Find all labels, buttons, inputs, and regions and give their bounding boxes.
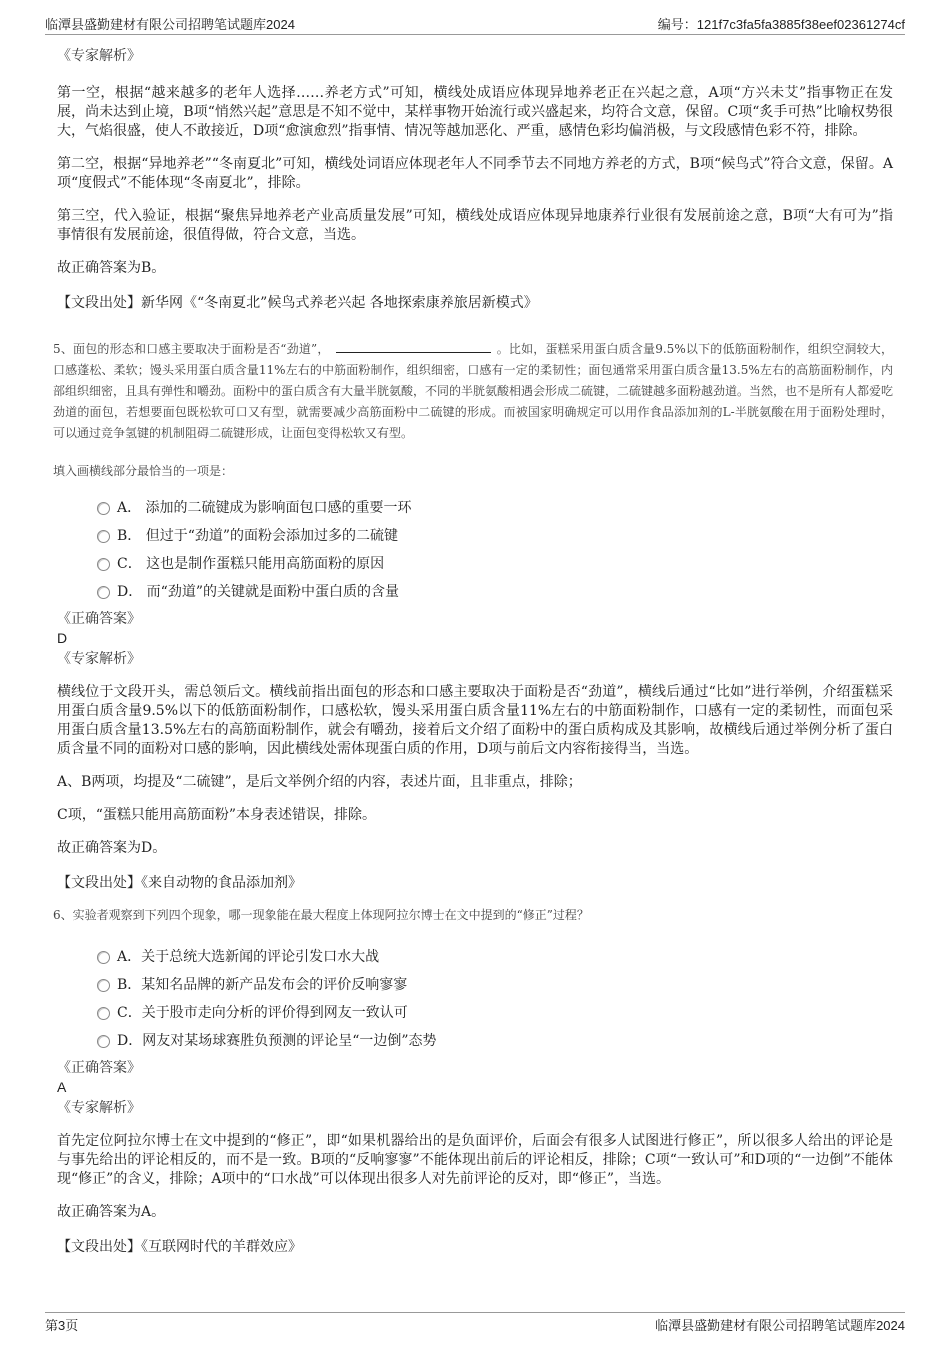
option-list bbox=[97, 497, 893, 609]
expert-analysis-label: 《专家解析》 bbox=[57, 48, 141, 64]
radio-button[interactable] bbox=[97, 558, 110, 571]
option-label: D．网友对某场球赛胜负预测的评论呈“一边倒”态势 bbox=[117, 1033, 437, 1049]
radio-button[interactable] bbox=[97, 502, 110, 515]
header-serial-number: 编号：121f7c3fa5fa3885f38eef02361274cf bbox=[657, 17, 905, 32]
correct-answer-label: 《正确答案》 bbox=[57, 611, 141, 627]
fill-blank-line bbox=[336, 340, 491, 353]
radio-button[interactable] bbox=[97, 586, 110, 599]
passage-source: 【文段出处】《来自动物的食品添加剂》 bbox=[57, 875, 302, 891]
question-prompt: 填入画横线部分最恰当的一项是： bbox=[53, 464, 234, 478]
question-6 bbox=[53, 905, 893, 1257]
question-5 bbox=[53, 339, 894, 893]
page-number: 第3页 bbox=[45, 1318, 79, 1333]
option-d[interactable] bbox=[97, 581, 893, 609]
radio-button[interactable] bbox=[97, 1035, 110, 1048]
radio-button[interactable] bbox=[97, 951, 110, 964]
page-content bbox=[53, 44, 894, 1257]
analysis-paragraph: 第三空，代入验证，根据“聚焦异地养老产业高质量发展”可知，横线处成语应体现异地康养行业很有发展前途之意，B项“大有可为”指事情很有发展前途，很值得做，符合文意，当选。 bbox=[57, 208, 893, 243]
option-label: C．关于股市走向分析的评价得到网友一致认可 bbox=[117, 1005, 408, 1021]
option-label: A．关于总统大选新闻的评论引发口水大战 bbox=[117, 949, 380, 965]
analysis-conclusion: 故正确答案为B。 bbox=[57, 260, 166, 276]
question-stem: 6、实验者观察到下列四个现象，哪一现象能在最大程度上体现阿拉尔博士在文中提到的“修正”过程？ bbox=[53, 908, 589, 922]
expert-analysis-label: 《专家解析》 bbox=[57, 1100, 141, 1116]
option-c[interactable] bbox=[97, 553, 893, 581]
correct-answer: D bbox=[57, 630, 68, 646]
page-footer bbox=[45, 1312, 905, 1335]
option-c[interactable] bbox=[97, 1002, 893, 1030]
correct-answer: A bbox=[57, 1079, 67, 1095]
option-label: D． 而“劲道”的关键就是面粉中蛋白质的含量 bbox=[117, 584, 399, 600]
option-a[interactable] bbox=[97, 497, 893, 525]
option-d[interactable] bbox=[97, 1030, 893, 1058]
expert-analysis-label: 《专家解析》 bbox=[57, 651, 141, 667]
analysis-paragraph: 第一空，根据“越来越多的老年人选择……养老方式”可知，横线处成语应体现异地养老正在兴起之意，A项“方兴未艾”指事物正在发展，尚未达到止境，B项“悄然兴起”意思是不知不觉中，某样事物开始流行或兴盛起来，均符合文意，保留。C项“炙手可热”比喻权势很大，气焰很盛，使人不敢接近，D项“愈演愈烈”指事情、情况等越加恶化、严重，感情色彩均偏消极，与文段感情色彩不符，排除。 bbox=[57, 85, 893, 139]
analysis-paragraph: C项，“蛋糕只能用高筋面粉”本身表述错误，排除。 bbox=[57, 807, 377, 823]
radio-button[interactable] bbox=[97, 530, 110, 543]
analysis-conclusion: 故正确答案为D。 bbox=[57, 840, 167, 856]
question-stem bbox=[53, 339, 893, 444]
analysis-paragraph: 第二空，根据“异地养老”“冬南夏北”可知，横线处词语应体现老年人不同季节去不同地方养老的方式，B项“候鸟式”符合文意，保留。A项“度假式”不能体现“冬南夏北”，排除。 bbox=[57, 156, 893, 191]
option-label: B． 但过于“劲道”的面粉会添加过多的二硫键 bbox=[117, 528, 399, 544]
option-b[interactable] bbox=[97, 974, 893, 1002]
correct-answer-label: 《正确答案》 bbox=[57, 1060, 141, 1076]
option-label: B．某知名品牌的新产品发布会的评价反响寥寥 bbox=[117, 977, 408, 993]
option-a[interactable] bbox=[97, 946, 893, 974]
option-list bbox=[97, 946, 893, 1058]
question-4-analysis bbox=[57, 46, 893, 313]
passage-source: 【文段出处】《互联网时代的羊群效应》 bbox=[57, 1239, 302, 1255]
analysis-paragraph: 首先定位阿拉尔博士在文中提到的“修正”，即“如果机器给出的是负面评价，后面会有很多人试图进行修正”，所以很多人给出的评论是与事先给出的评论相反的，而不是一致。B项的“反响寥寥”不能体现出前后的评论相反，排除；C项“一致认可”和D项的“一边倒”不能体现“修正”的含义，排除；A项中的“口水战”可以体现出很多人对先前评论的反对，即“修正”，当选。 bbox=[57, 1133, 893, 1187]
question-stem-before: 5、面包的形态和口感主要取决于面粉是否“劲道”， bbox=[53, 342, 330, 356]
footer-title: 临潭县盛勤建材有限公司招聘笔试题库2024 bbox=[655, 1318, 905, 1333]
option-label: C． 这也是制作蛋糕只能用高筋面粉的原因 bbox=[117, 556, 385, 572]
passage-source: 【文段出处】新华网《“冬南夏北”候鸟式养老兴起 各地探索康养旅居新模式》 bbox=[57, 295, 538, 311]
radio-button[interactable] bbox=[97, 1007, 110, 1020]
analysis-paragraph: 横线位于文段开头，需总领后文。横线前指出面包的形态和口感主要取决于面粉是否“劲道”，横线后通过“比如”进行举例，介绍蛋糕采用蛋白质含量9.5%以下的低筋面粉制作，口感松软，馒头采用蛋白质含量11%左右的中筋面粉制作，口感有一定的柔韧性，而面包采用蛋白质含量13.5%左右的高筋面粉制作，就会有嚼劲，接着后文介绍了面粉中的蛋白质构成及其影响，故横线后通过举例分析了蛋白质含量不同的面粉对口感的影响，因此横线处需体现蛋白质的作用，D项与前后文内容衔接得当，当选。 bbox=[57, 684, 893, 757]
header-title: 临潭县盛勤建材有限公司招聘笔试题库2024 bbox=[45, 17, 295, 32]
option-label: A． 添加的二硫键成为影响面包口感的重要一环 bbox=[117, 500, 412, 516]
radio-button[interactable] bbox=[97, 979, 110, 992]
option-b[interactable] bbox=[97, 525, 893, 553]
question-stem-after: 。比如，蛋糕采用蛋白质含量9.5%以下的低筋面粉制作，组织空洞较大，口感蓬松、柔软；馒头采用蛋白质含量11%左右的中筋面粉制作，组织细密，口感有一定的柔韧性；面包通常采用蛋白质含量13.5%左右的高筋面粉制作，内部组织细密，且具有弹性和嚼劲。面粉中的蛋白质含有大量半胱氨酸，不同的半胱氨酸相遇会形成二硫键，二硫键越多面粉越劲道。当然，也不是所有人都爱吃劲道的面包，若想要面包既松软可口又有型，就需要减少高筋面粉中二硫键的形成。而被国家明确规定可以用作食品添加剂的L-半胱氨酸在用于面粉处理时，可以通过竞争氢键的机制阻碍二硫键形成，让面包变得松软又有型。 bbox=[53, 342, 894, 440]
analysis-conclusion: 故正确答案为A。 bbox=[57, 1204, 166, 1220]
page-header bbox=[45, 12, 905, 35]
analysis-paragraph: A、B两项，均提及“二硫键”，是后文举例介绍的内容，表述片面，且非重点，排除； bbox=[57, 774, 582, 790]
